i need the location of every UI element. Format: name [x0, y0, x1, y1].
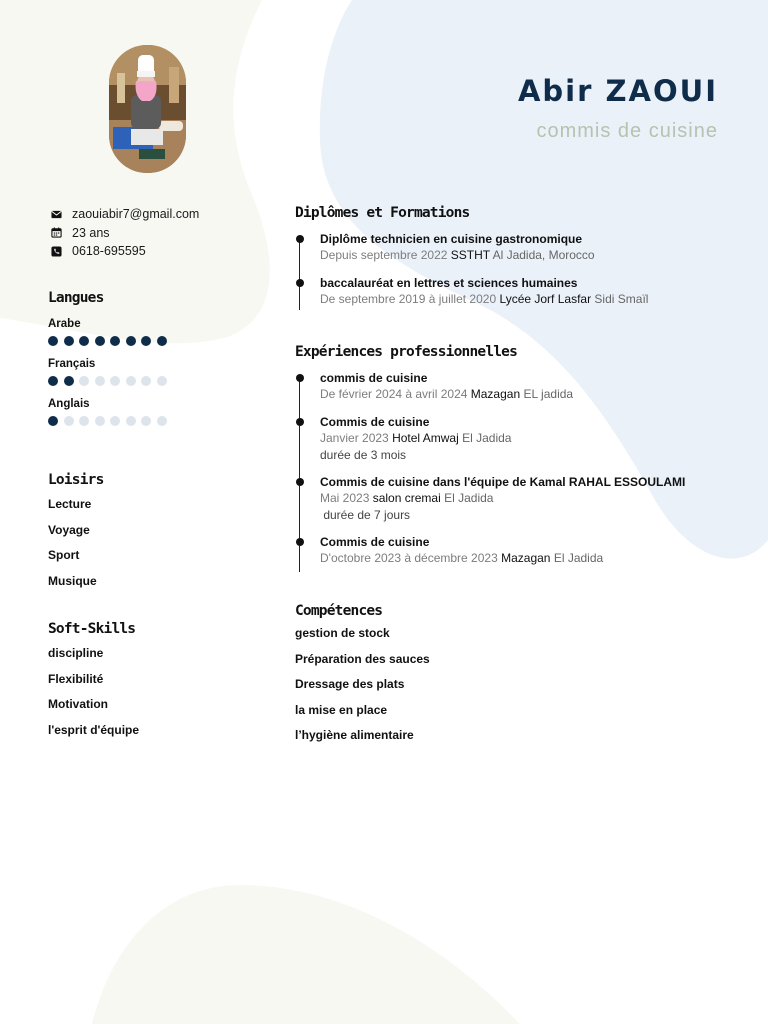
- skills-section: [295, 603, 725, 749]
- education-item-meta: [320, 291, 725, 308]
- cream-blob-bottom: [92, 885, 520, 1024]
- language-item: [48, 398, 172, 426]
- candidate-name: Abir ZAOUI: [517, 74, 718, 108]
- experience-item-meta: [320, 490, 725, 507]
- soft-skills-title: Soft-Skills: [48, 621, 136, 637]
- experience-item-meta: [320, 430, 725, 447]
- skill-item: l’hygiène alimentaire: [295, 728, 414, 742]
- education-item-title: Diplôme technicien en cuisine gastronomique: [320, 232, 583, 246]
- contact-age-text: 23 ans: [72, 225, 110, 240]
- level-dot-filled: [64, 336, 74, 346]
- experience-item: [295, 370, 725, 403]
- level-dot-empty: [157, 416, 167, 426]
- level-dot-filled: [110, 336, 120, 346]
- education-item: [295, 275, 725, 308]
- contact-email-text: zaouiabir7@gmail.com: [72, 207, 200, 222]
- experience-item-org: Mazagan: [470, 387, 521, 401]
- experience-item-title: Commis de cuisine dans l'équipe de Kamal RAHAL ESSOULAMI: [320, 475, 686, 489]
- experience-item-date: Janvier 2023: [320, 431, 389, 445]
- experience-item-meta: [320, 386, 725, 403]
- hobby-item: Musique: [48, 573, 97, 588]
- contact-age: [51, 224, 199, 243]
- language-name: Anglais: [48, 398, 90, 410]
- hobby-item: Voyage: [48, 522, 90, 537]
- level-dot-filled: [141, 336, 151, 346]
- skill-item: Dressage des plats: [295, 677, 405, 691]
- experience-item-duration: durée de 7 jours: [320, 508, 411, 522]
- experience-item-title: Commis de cuisine: [320, 415, 430, 429]
- soft-skill-item: Motivation: [48, 697, 108, 711]
- experience-item-duration: durée de 3 mois: [320, 448, 407, 462]
- soft-skill-item: discipline: [48, 646, 104, 660]
- calendar-icon: [51, 227, 62, 238]
- education-timeline: [295, 231, 725, 308]
- level-dot-empty: [64, 416, 74, 426]
- language-name: Arabe: [48, 318, 81, 330]
- language-level-dots: [48, 416, 172, 426]
- level-dot-empty: [95, 416, 105, 426]
- experience-item-date: Mai 2023: [320, 491, 370, 505]
- language-item: [48, 358, 172, 386]
- chef-portrait-image: [109, 45, 186, 173]
- language-item: [48, 318, 172, 346]
- experience-item-date: De février 2024 à avril 2024: [320, 387, 468, 401]
- level-dot-filled: [95, 336, 105, 346]
- hobbies-title: Loisirs: [48, 472, 104, 488]
- language-level-dots: [48, 336, 172, 346]
- level-dot-empty: [141, 416, 151, 426]
- skill-item: la mise en place: [295, 702, 388, 717]
- hobby-item: Sport: [48, 548, 80, 562]
- education-item-title: baccalauréat en lettres et sciences humaines: [320, 276, 578, 290]
- contact-phone-text: 0618-695595: [72, 244, 146, 259]
- skill-item: gestion de stock: [295, 626, 390, 640]
- level-dot-empty: [126, 416, 136, 426]
- experience-item-title: Commis de cuisine: [320, 535, 430, 549]
- contact-phone: [51, 242, 199, 261]
- experience-section: [295, 344, 725, 578]
- level-dot-empty: [95, 376, 105, 386]
- experience-item-meta: [320, 550, 725, 567]
- experience-item-org: Hotel Amwaj: [392, 431, 459, 445]
- education-item-place: Sidi Smaïl: [594, 292, 649, 306]
- education-item-org: SSTHT: [450, 248, 490, 262]
- level-dot-filled: [48, 336, 58, 346]
- language-level-dots: [48, 376, 172, 386]
- soft-skill-item: Flexibilité: [48, 671, 104, 686]
- hobbies-section: [48, 472, 104, 594]
- level-dot-empty: [110, 416, 120, 426]
- level-dot-filled: [157, 336, 167, 346]
- education-item-org: Lycée Jorf Lasfar: [499, 292, 592, 306]
- experience-item-date: D'octobre 2023 à décembre 2023: [320, 551, 498, 565]
- experience-item: [295, 534, 725, 567]
- experience-title: Expériences professionnelles: [295, 344, 518, 360]
- level-dot-empty: [110, 376, 120, 386]
- language-name: Français: [48, 358, 96, 370]
- education-item: [295, 231, 725, 264]
- languages-section: [48, 290, 172, 426]
- experience-item-org: salon cremai: [372, 491, 441, 505]
- education-section: [295, 205, 725, 319]
- phone-icon: [51, 246, 62, 257]
- experience-timeline: [295, 370, 725, 567]
- job-title: commis de cuisine: [536, 120, 718, 142]
- skill-item: Préparation des sauces: [295, 651, 430, 666]
- languages-title: Langues: [48, 290, 104, 306]
- education-item-meta: [320, 247, 725, 264]
- level-dot-empty: [79, 376, 89, 386]
- experience-item-place: EL jadida: [523, 387, 574, 401]
- education-item-place: Al Jadida, Morocco: [492, 248, 595, 262]
- level-dot-empty: [79, 416, 89, 426]
- experience-item-place: El Jadida: [462, 431, 512, 445]
- skills-title: Compétences: [295, 603, 383, 619]
- experience-item-title: commis de cuisine: [320, 371, 428, 385]
- education-item-date: De septembre 2019 à juillet 2020: [320, 292, 497, 306]
- level-dot-empty: [126, 376, 136, 386]
- hobby-item: Lecture: [48, 497, 92, 511]
- education-item-date: Depuis septembre 2022: [320, 248, 448, 262]
- level-dot-filled: [126, 336, 136, 346]
- level-dot-empty: [141, 376, 151, 386]
- soft-skills-section: [48, 621, 139, 743]
- contact-email: [51, 205, 199, 224]
- experience-item: [295, 474, 725, 523]
- level-dot-filled: [64, 376, 74, 386]
- experience-item: [295, 414, 725, 463]
- level-dot-filled: [79, 336, 89, 346]
- experience-item-place: El Jadida: [553, 551, 604, 565]
- experience-item-place: El Jadida: [444, 491, 494, 505]
- experience-item-org: Mazagan: [501, 551, 551, 565]
- level-dot-filled: [48, 416, 58, 426]
- profile-photo: [109, 45, 186, 173]
- contact-list: [51, 205, 199, 261]
- education-title: Diplômes et Formations: [295, 205, 470, 221]
- level-dot-empty: [157, 376, 167, 386]
- envelope-icon: [51, 209, 62, 220]
- soft-skill-item: l'esprit d'équipe: [48, 722, 140, 737]
- level-dot-filled: [48, 376, 58, 386]
